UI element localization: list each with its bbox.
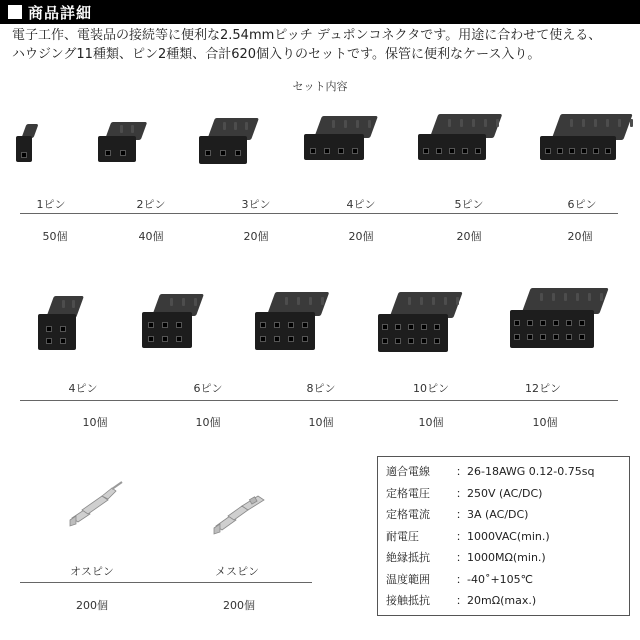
- section-header: [0, 0, 640, 24]
- quantity-label: 200個: [223, 599, 255, 612]
- quantity-label: 10個: [195, 416, 221, 429]
- set-contents-title: セット内容: [292, 80, 348, 93]
- quantity-label: 10個: [308, 416, 334, 429]
- divider: [20, 400, 618, 401]
- spec-row: [386, 483, 621, 505]
- connector-label: 4ピン: [68, 382, 98, 395]
- spec-value: ：20mΩ(max.): [456, 594, 537, 607]
- spec-row: [386, 590, 621, 612]
- quantity-label: 20個: [456, 230, 482, 243]
- quantity-label: 20個: [348, 230, 374, 243]
- divider: [20, 582, 312, 583]
- connector-label: 8ピン: [306, 382, 336, 395]
- spec-key: 温度範囲: [386, 572, 430, 586]
- spec-value: ：250V (AC/DC): [456, 486, 543, 500]
- specifications-table: [377, 456, 630, 616]
- quantity-label: 200個: [76, 599, 108, 612]
- spec-row: [386, 461, 621, 483]
- quantity-label: 10個: [82, 416, 108, 429]
- pin-label: メスピン: [215, 565, 259, 578]
- spec-row: [386, 569, 621, 591]
- product-description: [12, 26, 632, 64]
- spec-key: 接触抵抗: [386, 594, 430, 607]
- connector-label: 12ピン: [525, 382, 561, 395]
- spec-key: 定格電流: [386, 508, 430, 521]
- spec-key: 耐電圧: [386, 529, 419, 543]
- quantity-label: 20個: [243, 230, 269, 243]
- spec-key: 定格電圧: [386, 486, 430, 500]
- connector-label: 4ピン: [346, 198, 376, 211]
- spec-value: ：26-18AWG 0.12-0.75sq: [456, 465, 595, 478]
- spec-value: ：1000MΩ(min.): [456, 551, 546, 564]
- spec-row: [386, 526, 621, 548]
- connector-label: 3ピン: [241, 198, 271, 211]
- male-pin-image: [62, 480, 126, 532]
- quantity-label: 10個: [418, 416, 444, 429]
- section-title: 商品詳細: [28, 3, 93, 22]
- description-line: 電子工作、電装品の接続等に便利な2.54mmピッチ デュポンコネクタです。用途に合わせて使える、: [12, 28, 602, 43]
- connector-label: 10ピン: [413, 382, 449, 395]
- connector-label: 6ピン: [567, 198, 597, 211]
- description-line: ハウジング11種類、ピン2種類、合計620個入りのセットです。保管に便利なケース入り。: [12, 47, 541, 62]
- female-pin-image: [206, 486, 270, 538]
- spec-value: ：3A (AC/DC): [456, 508, 529, 521]
- spec-key: 絶縁抵抗: [386, 551, 430, 564]
- spec-key: 適合電線: [386, 465, 430, 478]
- quantity-label: 10個: [532, 416, 558, 429]
- spec-value: ：1000VAC(min.): [456, 529, 550, 543]
- pin-label: オスピン: [70, 565, 114, 578]
- quantity-label: 50個: [42, 230, 68, 243]
- square-icon: [8, 5, 22, 19]
- quantity-label: 40個: [138, 230, 164, 243]
- spec-row: [386, 504, 621, 526]
- spec-row: [386, 547, 621, 569]
- divider: [20, 213, 618, 214]
- connector-label: 2ピン: [136, 198, 166, 211]
- quantity-label: 20個: [567, 230, 593, 243]
- connector-label: 1ピン: [36, 198, 66, 211]
- connector-label: 6ピン: [193, 382, 223, 395]
- connector-label: 5ピン: [454, 198, 484, 211]
- spec-value: ：-40˚+105℃: [456, 572, 534, 586]
